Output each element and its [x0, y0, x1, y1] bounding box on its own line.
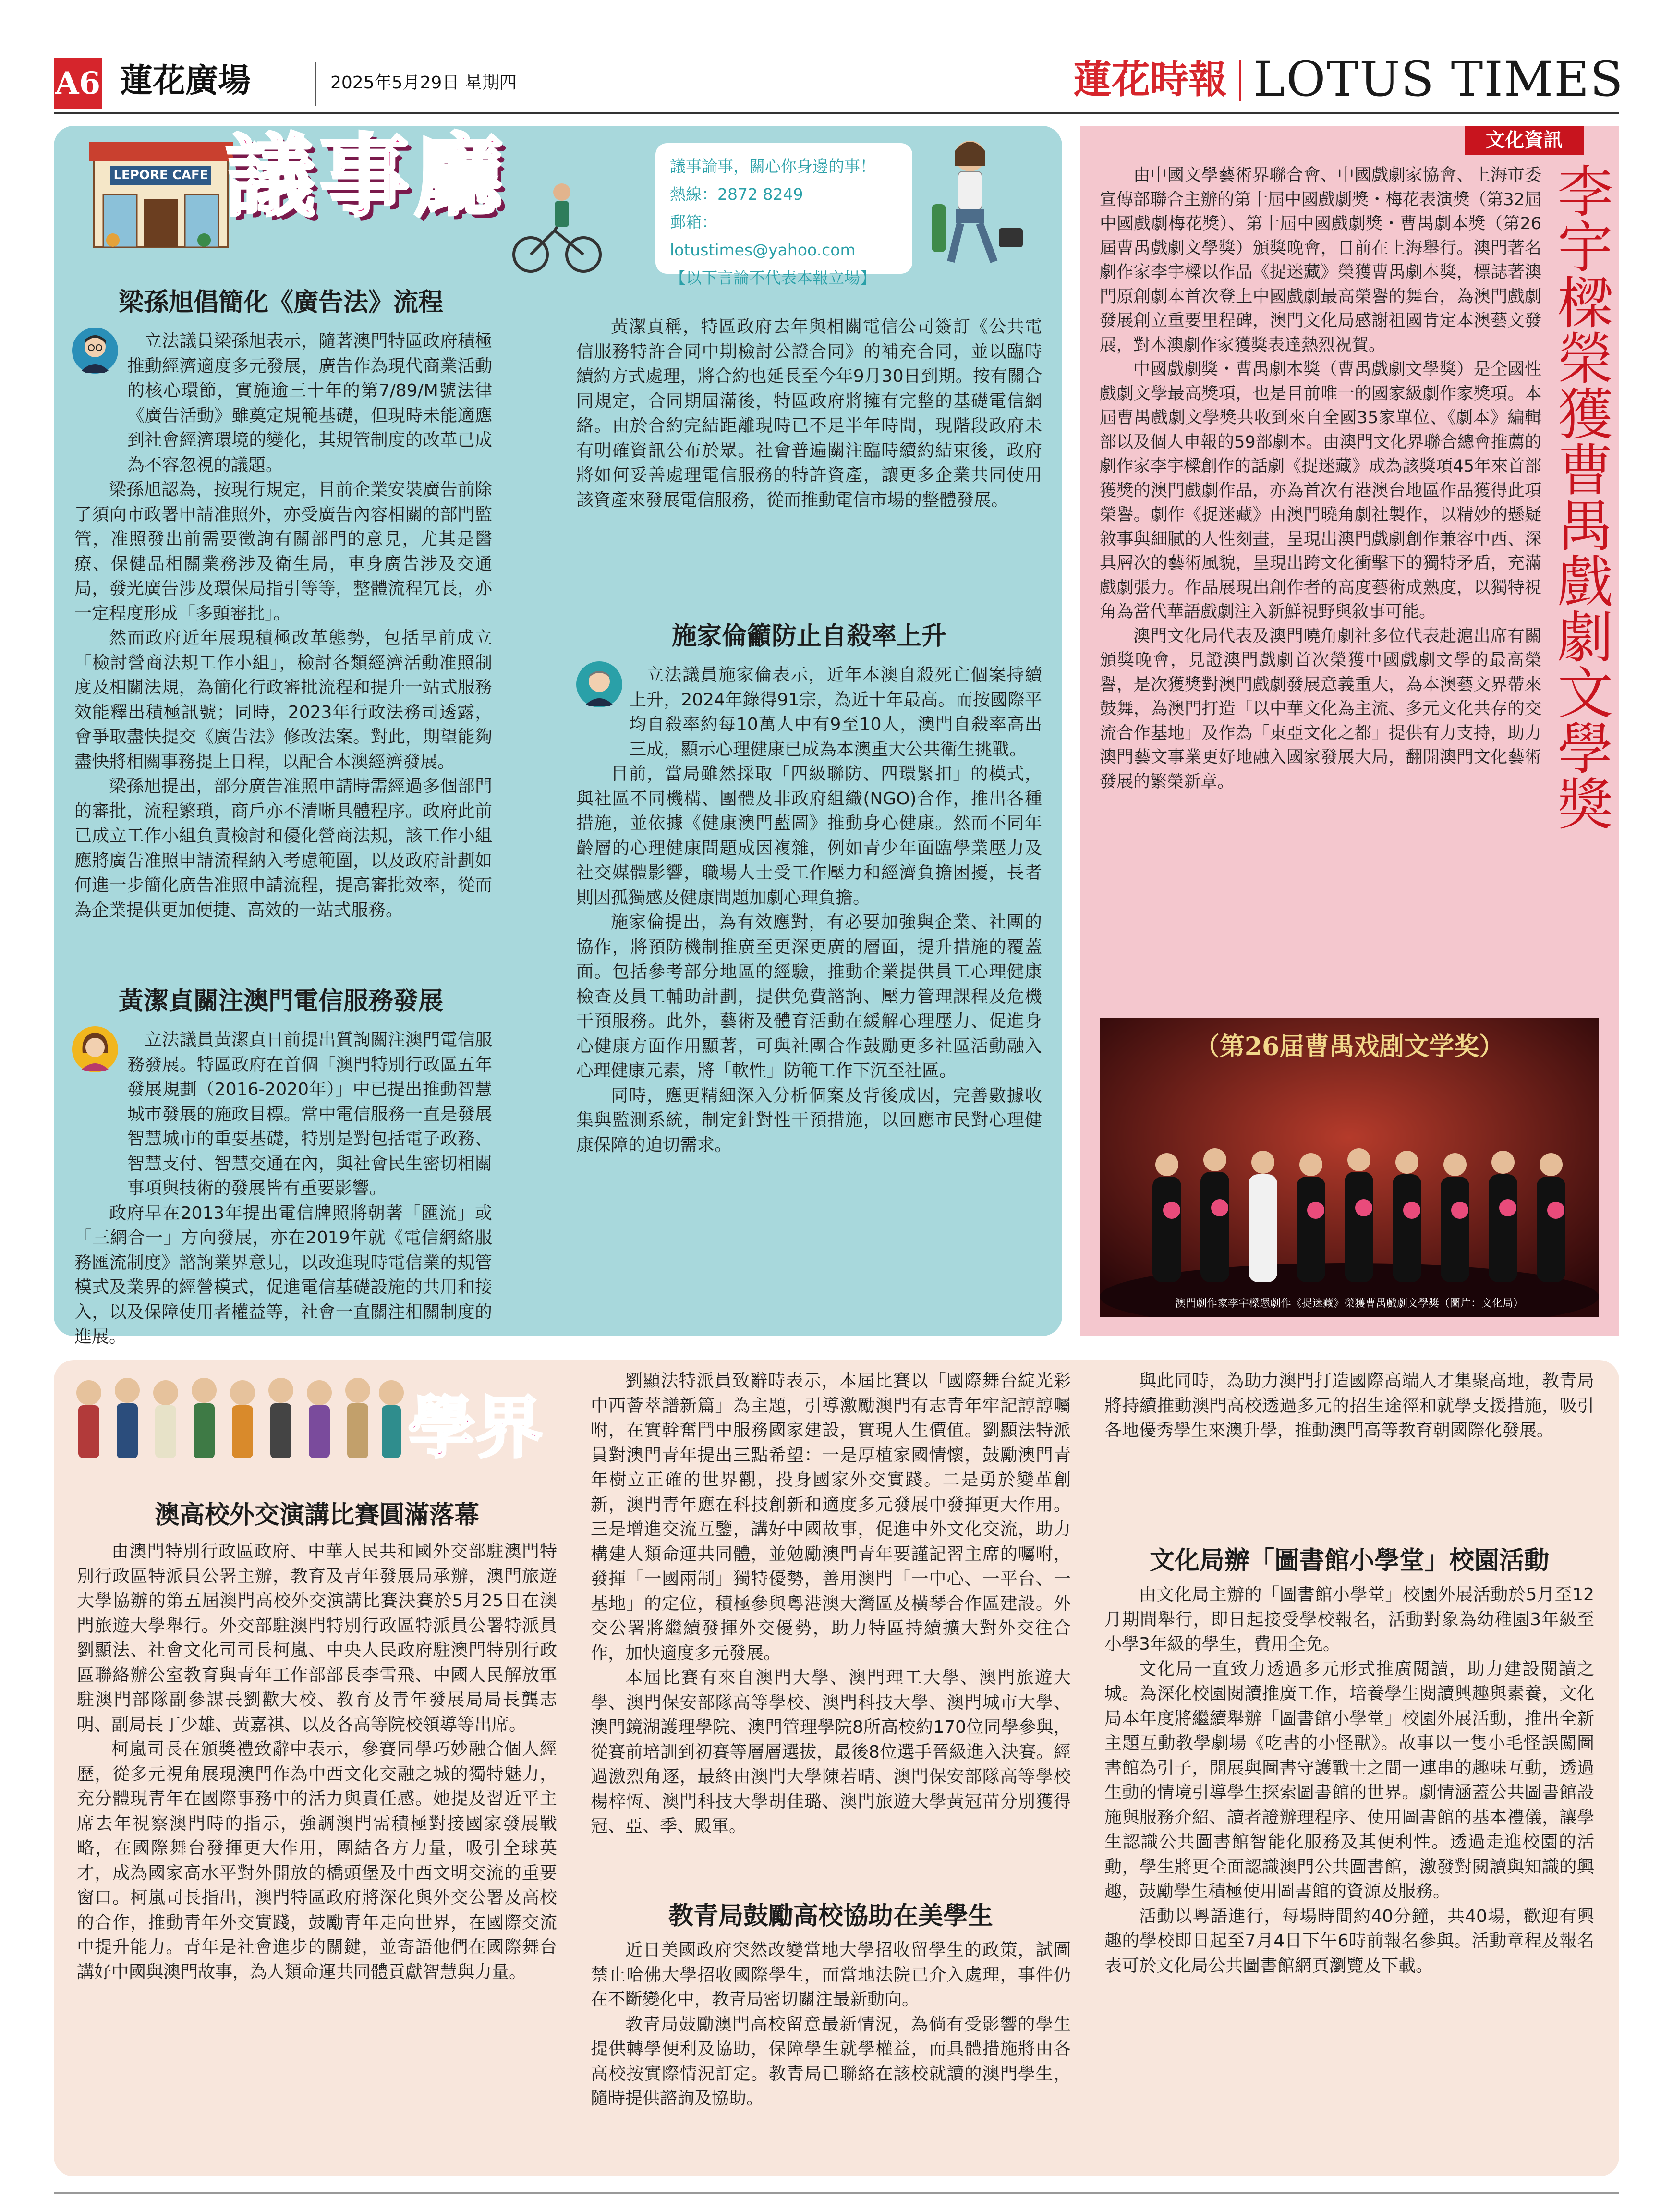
brand-divider	[1239, 60, 1241, 101]
students-illustration	[65, 1364, 406, 1484]
academic-title: 學界	[408, 1389, 543, 1468]
paragraph: 然而政府近年展現積極改革態勢，包括早前成立「檢討營商法規工作小組」，檢討各類經濟活動准照制度及相關法規，為簡化行政審批流程和提升一站式服務效能釋出積極訊號；同時，2023年行政法務司透露，會爭取盡快提交《廣告法》修改法案。對此，期望能夠盡快將相關事務提上日程，以配合本澳經濟發展。	[74, 628, 492, 772]
headline-sze: 施家倫籲防止自殺率上升	[671, 622, 946, 651]
photo-caption: 澳門劇作家李宇樑憑劇作《捉迷藏》榮獲曹禺戲劇文學獎（圖片：文化局）	[1175, 1298, 1524, 1310]
paragraph: 目前，當局雖然採取「四級聯防、四環緊扣」的模式，與社區不同機構、團體及非政府組織(NGO)合作，推出各種措施，並依據《健康澳門藍圖》推動身心健康。然而不同年齡層的心理健康問題成因複雜，例如青少年面臨學業壓力及社交媒體影響，職場人士受工作壓力和經濟負擔困擾，長者則因孤獨感及健康問題加劇心理負擔。	[576, 764, 1042, 908]
paragraph: 教青局鼓勵澳門高校留意最新情況，為倘有受影響的學生提供轉學便利及協助，保障學生就學權益，而具體措施將由各高校按實際情況訂定。教青局已聯絡在該校就讀的澳門學生，隨時提供諮詢及協助。	[591, 2014, 1071, 2108]
council-title: 議事廳	[226, 124, 509, 229]
headline-diplomacy-contest: 澳高校外交演講比賽圓滿落幕	[154, 1501, 479, 1530]
headline-liang: 梁孫旭倡簡化《廣告法》流程	[118, 288, 443, 317]
paragraph: 本屆比賽有來自澳門大學、澳門理工大學、澳門旅遊大學、澳門保安部隊高等學校、澳門科技大學、澳門城市大學、澳門鏡湖護理學院、澳門管理學院8所高校約170位同學參與，從賽前培訓到初賽等層層選拔，最後8位選手晉級進入決賽。經過激烈角逐，最終由澳門大學陳若晴、澳門保安部隊高等學校楊梓恆、澳門科技大學胡佳璐、澳門旅遊大學黃冠苗分別獲得冠、亞、季、殿軍。	[591, 1668, 1071, 1836]
article-wong-continued	[576, 315, 1042, 512]
cafe-sign: LEPORE CAFE	[113, 168, 208, 182]
paragraph: 近日美國政府突然改變當地大學招收留學生的政策，試圖禁止哈佛大學招收國際學生，而當地法院已介入處理，事件仍在不斷變化中，教青局密切關注最新動向。	[591, 1940, 1071, 2009]
headline-library-class: 文化局辦「圖書館小學堂」校園活動	[1149, 1546, 1549, 1575]
contact-box	[655, 143, 912, 287]
contact-disclaimer: 【以下言論不代表本報立場】	[670, 268, 876, 287]
paragraph: 政府早在2013年提出電信牌照將朝著「匯流」或「三網合一」方向發展，亦在2019年就《電信網絡服務匯流制度》諮詢業界意見，以改進現時電信業的規管模式及業界的經營模式，促進電信基礎設施的共用和接入，以及保障使用者權益等，社會一直關注相關制度的進展。	[74, 1203, 492, 1347]
woman-reading-illustration	[917, 132, 1032, 276]
culture-tag: 文化資訊	[1465, 126, 1584, 155]
contact-email[interactable]: 郵箱：lotustimes@yahoo.com	[670, 213, 856, 259]
paragraph: 與此同時，為助力澳門打造國際高端人才集聚高地，教青局將持續推動澳門高校透過多元的招生途徑和就學支援措施，吸引各地優秀學生來澳升學，推動澳門高等教育朝國際化發展。	[1104, 1371, 1594, 1440]
article-library-body	[1104, 1582, 1594, 1978]
paragraph: 文化局一直致力透過多元形式推廣閱讀，助力建設閱讀之城。為深化校園閱讀推廣工作，培養學生閱讀興趣與素養，文化局本年度將繼續舉辦「圖書館小學堂」校園外展活動，推出全新主題互動教學劇場《吃書的小怪獸》。故事以一隻小毛怪誤闖圖書館為引子，開展與圖書守護戰士之間一連串的趣味互動，透過生動的情境引導學生探索圖書館的世界。劇情涵蓋公共圖書館設施與服務介紹、讀者證辦理程序、使用圖書館的基本禮儀，讓學生認識公共圖書館智能化服務及其便利性。透過走進校園的活動，學生將更全面認識澳門公共圖書館，激發對閱讀與知識的興趣，鼓勵學生積極使用圖書館的資源及服務。	[1104, 1659, 1594, 1901]
section-name: 蓮花廣場	[120, 61, 251, 100]
article-dsedj-continued	[1104, 1369, 1594, 1443]
paragraph: 施家倫提出，為有效應對，有必要加強與企業、社團的協作，將預防機制推廣至更深更廣的層面，提升措施的覆蓋面。包括參考部分地區的經驗，推動企業提供員工心理健康檢查及員工輔助計劃，提供免費諮詢、壓力管理課程及危機干預服務。此外，藝術及體育活動在緩解心理壓力、促進身心健康方面作用顯著，可與社團合作鼓勵更多社區活動融入心理健康元素，將「軟性」防範工作下沉至社區。	[576, 912, 1042, 1081]
paragraph: 黃潔貞稱，特區政府去年與相關電信公司簽訂《公共電信服務特許合同中期檢討公證合同》的補充合同，並以臨時續約方式處理，將合約也延長至今年9月30日到期。按有關合同規定，合同期屆滿後，特區政府將擁有完整的基礎電信網絡。由於合約完結距離現時已不足半年時間，現階段政府未有明確資訊公布於眾。社會普遍關注臨時續約結束後，政府將如何妥善處理電信服務的特許資產，讓更多企業共同使用該資產來發展電信服務，從而推動電信市場的整體發展。	[576, 317, 1042, 510]
culture-headline: 李宇樑榮獲曹禺戲劇文學獎	[1548, 162, 1613, 831]
headline-dsedj-support: 教青局鼓勵高校協助在美學生	[668, 1902, 993, 1931]
paragraph: 中國戲劇獎・曹禺劇本獎（曹禺戲劇文學獎）是全國性戲劇文學最高獎項，也是目前唯一的國家級劇作家獎項。本屆曹禺戲劇文學獎共收到來自全國35家單位、《劇本》編輯部以及個人申報的59部劇本。由澳門文化界聯合總會推薦的劇作家李宇樑創作的話劇《捉迷藏》成為該獎項45年來首部獲獎的澳門戲劇作品，亦為首次有港澳台地區作品獲得此項榮譽。劇作《捉迷藏》由澳門曉角劇社製作，以精妙的懸疑敘事與細膩的人性刻畫，呈現出澳門戲劇創作兼容中西、深具層次的藝術風貌，呈現出跨文化衝擊下的獨特矛盾，充滿戲劇張力。作品展現出創作者的高度藝術成熟度，以獨特視角為當代華語戲劇注入新鮮視野與敘事可能。	[1100, 360, 1541, 621]
paragraph: 柯嵐司長在頒獎禮致辭中表示，參賽同學巧妙融合個人經歷，從多元視角展現澳門作為中西文化交融之城的獨特魅力，充分體現青年在國際事務中的活力與責任感。她提及習近平主席去年視察澳門時的指示，強調澳門需積極對接國家發展戰略，在國際舞台發揮更大作用，團結各方力量，吸引全球英才，成為國家高水平對外開放的橋頭堡及中西文明交流的重要窗口。柯嵐司長指出，澳門特區政府將深化與外交公署及高校的合作，推動青年外交實踐，鼓勵青年走向世界，在國際交流中提升能力。青年是社會進步的關鍵，並寄語他們在國際舞台講好中國與澳門故事，為人類命運共同體貢獻智慧與力量。	[77, 1739, 557, 1982]
paragraph: 由中國文學藝術界聯合會、中國戲劇家協會、上海市委宣傳部聯合主辦的第十屆中國戲劇獎・梅花表演獎（第32屆中國戲劇梅花獎）、第十屆中國戲劇獎・曹禺劇本獎（第26屆曹禺戲劇文學獎）頒獎晚會，日前在上海舉行。澳門著名劇作家李宇樑以作品《捉迷藏》榮獲曹禺劇本獎，標誌著澳門原創劇本首次登上中國戲劇最高榮譽的舞台，為澳門戲劇發展創立重要里程碑，澳門文化局感謝祖國肯定本澳藝文發展，對本澳劇作家獲獎表達熱烈祝賀。	[1100, 166, 1541, 355]
masthead-rule	[54, 112, 1619, 114]
paragraph: 梁孫旭認為，按現行規定，目前企業安裝廣告前除了須向市政署申請准照外，亦受廣告內容相關的部門監管，准照發出前需要徵詢有關部門的意見，尤其是醫療、保健品相關業務涉及衛生局，車身廣告涉及交通局，發光廣告涉及環保局指引等等，整體流程冗長，亦一定程度形成「多頭審批」。	[74, 480, 492, 623]
brand-chinese: 蓮花時報	[1073, 57, 1227, 102]
article-wong-body	[74, 1028, 492, 1349]
paragraph: 梁孫旭提出，部分廣告准照申請時需經過多個部門的審批，流程繁瑣，商戶亦不清晰具體程序。政府此前已成立工作小組負責檢討和優化營商法規，該工作小組應將廣告准照申請流程納入考慮範圍，以及政府計劃如何進一步簡化廣告准照申請流程，提高審批效率，從而為企業提供更加便捷、高效的一站式服務。	[74, 777, 492, 920]
masthead-divider	[315, 62, 316, 106]
paragraph: 澳門文化局代表及澳門曉角劇社多位代表赴滬出席有關頒獎晚會，見證澳門戲劇首次榮獲中國戲劇文學的最高榮譽，是次獲獎對澳門戲劇發展意義重大，為本澳藝文界帶來鼓舞，為澳門打造「以中華文化為主流、多元文化共存的交流合作基地」及作為「東亞文化之都」提供有力支持，助力澳門藝文事業更好地融入國家發展大局，翻開澳門文化藝術發展的繁榮新章。	[1100, 626, 1541, 791]
article-diplomacy-body	[77, 1539, 557, 1984]
article-diplomacy-continued	[591, 1369, 1071, 1839]
headline-wong: 黃潔貞關注澳門電信服務發展	[118, 987, 443, 1016]
brand-english: LOTUS TIMES	[1253, 51, 1624, 107]
paragraph: 同時，應更精細深入分析個案及背後成因，完善數據收集與監測系統，制定針對性干預措施，以回應市民對心理健康保障的迫切需求。	[576, 1085, 1042, 1155]
issue-date: 2025年5月29日 星期四	[330, 73, 517, 93]
cyclist-illustration	[509, 178, 605, 274]
paragraph: 活動以粵語進行，每場時間約40分鐘，共40場，歡迎有興趣的學校即日起至7月4日下午6時前報名參與。活動章程及報名表可於文化局公共圖書館網頁瀏覽及下載。	[1104, 1906, 1594, 1976]
paragraph: 由澳門特別行政區政府、中華人民共和國外交部駐澳門特別行政區特派員公署主辦，教育及青年發展局承辦，澳門旅遊大學協辦的第五屆澳門高校外交演講比賽決賽於5月25日在澳門旅遊大學舉行。外交部駐澳門特別行政區特派員公署特派員劉顯法、社會文化司司長柯嵐、中央人民政府駐澳門特別行政區聯絡辦公室教育與青年工作部部長李雪飛、中國人民解放軍駐澳門部隊副參謀長劉歡大校、教育及青年發展局局長龔志明、副局長丁少雄、黃嘉祺、以及各高等院校領導等出席。	[77, 1542, 557, 1735]
contact-phone: 熱線：2872 8249	[670, 185, 803, 204]
page-number: A6	[54, 58, 102, 109]
photo-stage-banner: （第26届曹禺戏剧文学奖）	[1194, 1032, 1504, 1061]
article-sze-body	[576, 663, 1042, 1157]
footer-rule	[54, 2192, 1619, 2194]
article-dsedj-body	[591, 1938, 1071, 2111]
cafe-illustration	[84, 132, 238, 252]
culture-article-body	[1100, 163, 1541, 794]
article-liang-body	[74, 329, 492, 923]
paragraph: 劉顯法特派員致辭時表示，本屆比賽以「國際舞台綻光彩 中西薈萃譜新篇」為主題，引導激勵澳門有志青年牢記諄諄囑咐，在實幹奮鬥中服務國家建設，實現人生價值。劉顯法特派員對澳門青年提出三點希望：一是厚植家國情懷，鼓勵澳門青年樹立正確的世界觀，投身國家外交實踐。二是勇於變革創新，澳門青年應在科技創新和適度多元發展中發揮更大作用。三是增進交流互鑒，講好中國故事，促進中外文化交流，助力構建人類命運共同體，並勉勵澳門青年要謹記習主席的囑咐，發揮「一國兩制」獨特優勢，善用澳門「一中心、一平台、一基地」的定位，積極參與粵港澳大灣區及橫琴合作區建設。外交公署將繼續發揮外交優勢，助力特區持續擴大對外交往合作，加快適度多元發展。	[591, 1371, 1071, 1663]
paragraph: 立法議員施家倫表示，近年本澳自殺死亡個案持續上升，2024年錄得91宗，為近十年最高。而按國際平均自殺率約每10萬人中有9至10人，澳門自殺率高出三成，顯示心理健康已成為本澳重大公共衛生挑戰。	[629, 665, 1042, 759]
paragraph: 由文化局主辦的「圖書館小學堂」校園外展活動於5月至12月期間舉行，即日起接受學校報名，活動對象為幼稚園3年級至小學3年級的學生，費用全免。	[1104, 1585, 1594, 1654]
paragraph: 立法議員梁孫旭表示，隨著澳門特區政府積極推動經濟適度多元發展，廣告作為現代商業活動的核心環節，實施逾三十年的第7/89/M號法律《廣告活動》雖奠定規範基礎，但現時未能適應到社會經濟環境的變化，其規管制度的改革已成為不容忽視的議題。	[127, 331, 492, 475]
contact-line: 議事論事，關心你身邊的事！	[670, 157, 876, 176]
paragraph: 立法議員黃潔貞日前提出質詢關注澳門電信服務發展。特區政府在首個「澳門特別行政區五年發展規劃（2016-2020年）」中已提出推動智慧城市發展的施政目標。當中電信服務一直是發展智慧城市的重要基礎，特別是對包括電子政務、智慧支付、智慧交通在內，與社會民生密切相關事項與技術的發展皆有重要影響。	[127, 1030, 492, 1198]
